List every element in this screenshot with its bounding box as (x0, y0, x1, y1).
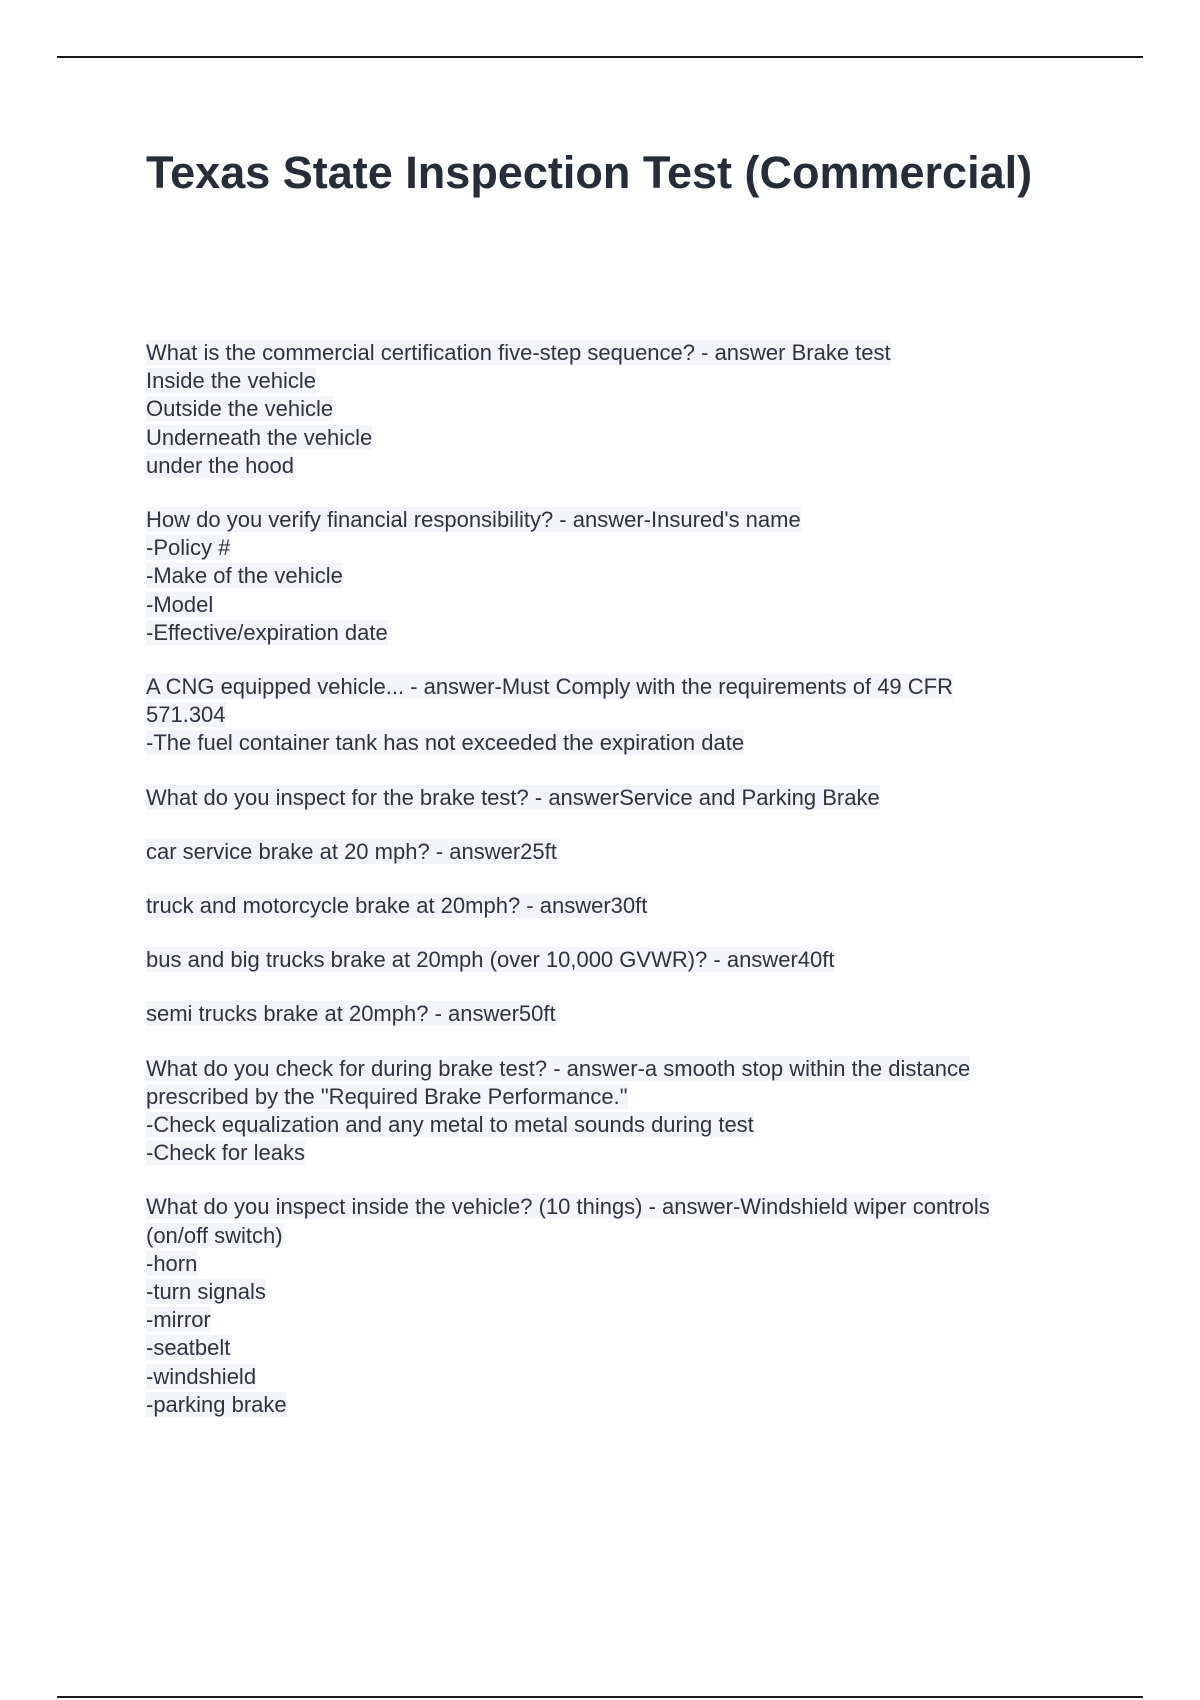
qa-line: What is the commercial certification five-step sequence? - answer Brake test (146, 340, 891, 365)
qa-item (146, 1000, 1106, 1028)
qa-line: -Make of the vehicle (146, 563, 343, 589)
qa-line: What do you inspect for the brake test? - answerService and Parking Brake (146, 784, 880, 810)
qa-line: -horn (146, 1250, 198, 1276)
qa-line: -parking brake (146, 1391, 287, 1417)
qa-line: Underneath the vehicle (146, 424, 373, 450)
qa-line: bus and big trucks brake at 20mph (over 10,000 GVWR)? - answer40ft (146, 947, 835, 973)
qa-line: -Check for leaks (146, 1140, 305, 1166)
qa-line: prescribed by the "Required Brake Performance." (146, 1083, 628, 1109)
qa-line: -The fuel container tank has not exceeded the expiration date (146, 730, 745, 756)
qa-item (146, 506, 1106, 647)
qa-line: -Policy # (146, 535, 231, 561)
qa-line: A CNG equipped vehicle... - answer-Must Comply with the requirements of 49 CFR (146, 674, 953, 700)
qa-line: Inside the vehicle (146, 368, 316, 394)
qa-line: Outside the vehicle (146, 396, 334, 422)
qa-line: -Model (146, 591, 214, 617)
qa-line: What do you inspect inside the vehicle? (10 things) - answer-Windshield wiper controls (146, 1194, 990, 1220)
qa-line: car service brake at 20 mph? - answer25ft (146, 838, 557, 864)
qa-line: -mirror (146, 1307, 211, 1333)
qa-line: How do you verify financial responsibility? - answer-Insured's name (146, 507, 801, 533)
qa-list (146, 339, 1106, 1445)
page-title: Texas State Inspection Test (Commercial) (146, 147, 1033, 198)
bottom-divider (57, 1696, 1143, 1698)
qa-line: -windshield (146, 1363, 257, 1389)
qa-line: -Check equalization and any metal to metal sounds during test (146, 1112, 754, 1138)
qa-line: What do you check for during brake test? - answer-a smooth stop within the distance (146, 1055, 971, 1081)
qa-line: under the hood (146, 452, 295, 478)
qa-item (146, 946, 1106, 974)
qa-line: -Effective/expiration date (146, 619, 388, 645)
qa-line: semi trucks brake at 20mph? - answer50ft (146, 1001, 556, 1027)
top-divider (57, 56, 1143, 58)
qa-item (146, 1193, 1106, 1419)
qa-item (146, 838, 1106, 866)
qa-item (146, 1055, 1106, 1168)
qa-line: -turn signals (146, 1279, 266, 1305)
qa-line: (on/off switch) (146, 1222, 283, 1248)
qa-item (146, 892, 1106, 920)
qa-item (146, 339, 1106, 480)
qa-line: truck and motorcycle brake at 20mph? - answer30ft (146, 893, 648, 919)
qa-line: -seatbelt (146, 1335, 231, 1361)
qa-item (146, 784, 1106, 812)
qa-item (146, 673, 1106, 758)
qa-line: 571.304 (146, 702, 226, 728)
